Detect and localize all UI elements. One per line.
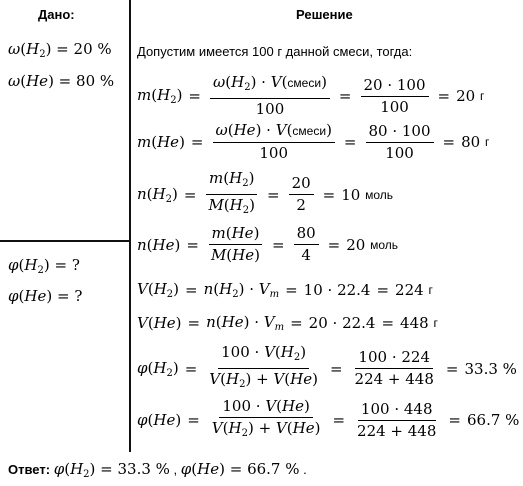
given-w-he-value: 80 % bbox=[76, 72, 115, 90]
eq-n-he: n(He) = $\frac{m(He)}{M(He)}$ = $\frac{80}{4}$ = 20 моль bbox=[137, 224, 399, 264]
phi-calc-den: 224 + 448 bbox=[354, 370, 434, 388]
unit-g: г bbox=[479, 89, 485, 103]
hundred: 100 bbox=[222, 397, 252, 415]
answer-label: Ответ: bbox=[8, 462, 51, 477]
given-w-he: ω(He) = 80 % bbox=[8, 72, 115, 90]
v-he-calc: 20 · 22.4 bbox=[308, 314, 376, 332]
n-he-result: 20 bbox=[346, 235, 366, 254]
eq-n-h2: $n(H_2)$ = $\frac{m(H_2)}{M(H_2)}$ = $\frac{20}{2}$ = 10 моль bbox=[137, 169, 394, 216]
m-h2-calc-num: 20 · 100 bbox=[361, 77, 429, 97]
phi-h2-result: 33.3 % bbox=[464, 359, 517, 378]
eq-phi-he: φ(He) = $\frac{100 \cdot V(He)}{V(H_2) + V(He)}$ = $\frac{100 \cdot 448}{224 + 448}$ = 66.7 % bbox=[137, 397, 520, 440]
v-h2-calc: 10 · 22.4 bbox=[303, 281, 371, 299]
eq-m-he: m(He) = $\frac{\text{ω(He) · V(смеси)}}{100}$ = $\frac{80 \cdot 100}{100}$ = 80 г bbox=[137, 121, 490, 162]
hundred: 100 bbox=[221, 343, 250, 361]
answer-line: Ответ: $\varphi(H_2) = 33.3$ % , φ(He) = 66.7 % . bbox=[8, 460, 307, 480]
eq-v-h2: $V(H_2)$ = $n(H_2) \cdot V_m$ = 10 · 22.4 = 224 г bbox=[137, 280, 433, 300]
unit-mol: моль bbox=[370, 237, 399, 252]
unit-g: г bbox=[428, 283, 433, 297]
solution-header: Решение bbox=[296, 7, 353, 22]
phi-he-calc-num: 100 · 448 bbox=[358, 401, 436, 421]
find-phi-h2: $\varphi(H_2)$ = ? bbox=[8, 256, 80, 276]
find-phi-he: φ(He) = ? bbox=[8, 287, 83, 305]
find-phi-he-q: ? bbox=[74, 287, 83, 305]
m-h2-result: 20 bbox=[456, 87, 476, 105]
v-h2-result: 224 bbox=[395, 281, 424, 299]
n-h2-den: 2 bbox=[296, 196, 306, 214]
phi-h2-calc-num: 100 · 224 bbox=[355, 349, 433, 369]
mix-label: смеси bbox=[292, 124, 327, 138]
denominator-100: 100 bbox=[255, 100, 285, 118]
given-w-h2: $\omega(H_2) = 20$ % bbox=[8, 40, 112, 60]
v-he-result: 448 bbox=[400, 314, 429, 332]
denominator-100: 100 bbox=[385, 143, 414, 162]
given-w-h2-value: 20 % bbox=[73, 40, 112, 58]
unit-mol: моль bbox=[365, 187, 394, 202]
denominator-100: 100 bbox=[259, 144, 289, 162]
phi-he-result: 66.7 % bbox=[466, 411, 520, 429]
given-header: Дано: bbox=[38, 7, 75, 22]
phi-calc-den: 224 + 448 bbox=[357, 421, 437, 440]
denominator-100: 100 bbox=[380, 97, 409, 116]
m-he-result: 80 bbox=[461, 133, 481, 151]
m-he-calc-num: 80 · 100 bbox=[366, 123, 434, 143]
unit-g: г bbox=[433, 316, 438, 330]
eq-phi-h2: $\varphi(H_2)$ = $\frac{100 \cdot V(H_2)}{V(H_2) + V(He)}$ = $\frac{100 \cdot 224}{224 + 448}$ = 33.3 % bbox=[137, 343, 517, 390]
n-he-num: 80 bbox=[294, 225, 319, 245]
n-h2-result: 10 bbox=[341, 185, 361, 204]
answer-phi-he: 66.7 % bbox=[247, 460, 300, 478]
answer-phi-h2: 33.3 % bbox=[117, 460, 170, 478]
given-find-divider bbox=[0, 240, 130, 242]
find-phi-h2-q: ? bbox=[71, 256, 80, 274]
unit-g: г bbox=[484, 135, 490, 149]
eq-m-h2: $m(H_2)$ = $\frac{\omega(H_2) \cdot V(смеси)}{100}$ = $\frac{20 \cdot 100}{100}$ = 20 г bbox=[137, 73, 485, 118]
eq-v-he: V(He) = $n(He) \cdot V_m$ = 20 · 22.4 = 448 г bbox=[137, 313, 438, 333]
vertical-divider bbox=[129, 0, 131, 452]
n-h2-num: 20 bbox=[289, 175, 314, 195]
solution-intro: Допустим имеется 100 г данной смеси, тогда: bbox=[137, 44, 413, 59]
mix-label: смеси bbox=[287, 76, 322, 90]
n-he-den: 4 bbox=[301, 246, 311, 264]
